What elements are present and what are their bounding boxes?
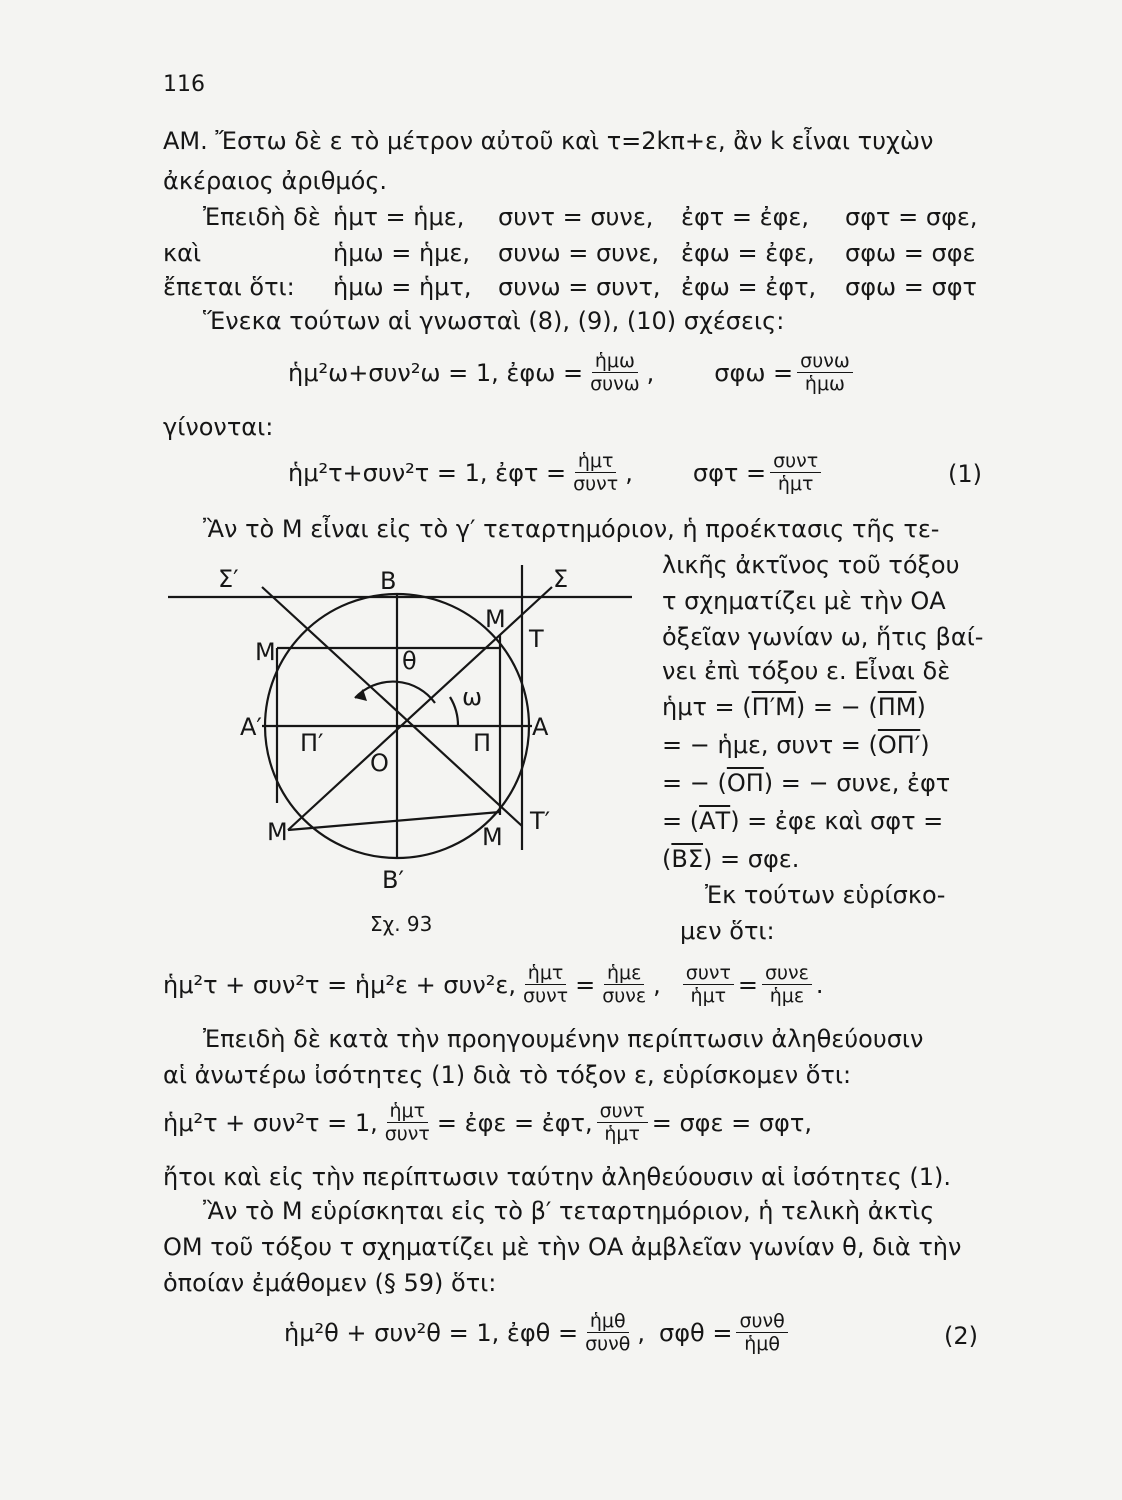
eq5-frac1-den: συνθ	[585, 1333, 631, 1355]
eq3-frac1-num: ἡμτ	[525, 962, 567, 985]
eq4-frac1-den: συντ	[384, 1123, 430, 1145]
label-t-prime: Τ′	[530, 807, 551, 835]
eq3-frac3-num: συντ	[683, 962, 734, 985]
eq5-rhs: σφθ =	[659, 1318, 733, 1347]
para2-col1: λικῆς ἀκτῖνος τοῦ τόξου	[662, 551, 960, 579]
eq3-frac1	[520, 962, 571, 1007]
para2-col4: νει ἐπὶ τόξου ε. Εἶναι δὲ	[662, 657, 951, 685]
equation-4	[163, 1100, 812, 1145]
para4-line1: ἤτοι καὶ εἰς τὴν περίπτωσιν ταύτην ἀληθεύουσιν αἱ ἰσότητες (1).	[163, 1163, 952, 1191]
eq2-frac1-den: συντ	[573, 473, 619, 495]
para4-line2: Ἂν τὸ Μ εὑρίσκηται εἰς τὸ β′ τεταρτημόριον, ἡ τελικὴ ἀκτὶς	[203, 1197, 935, 1225]
para1-line2: ἀκέραιος ἀριθμός.	[163, 167, 388, 195]
label-pi: Π	[473, 729, 492, 757]
label-beta-prime: Β′	[382, 866, 404, 894]
label-omega: ω	[462, 683, 483, 711]
eq5-tag: (2)	[944, 1322, 978, 1350]
eq1-frac2-num: συνω	[797, 350, 853, 373]
table-r1-c0: Ἐπειδὴ δὲ	[203, 203, 321, 231]
table-r2-c0: καὶ	[163, 239, 202, 267]
para2-col8: = $(\overline{AT})$ = ἐφε καὶ σφτ =	[662, 807, 944, 835]
eq1-rhs: σφω =	[714, 358, 794, 387]
eq3-frac2	[599, 962, 649, 1007]
para2-col9: $(\overline{B\Sigma}) = \sigma\varphi\varepsilon$.	[662, 845, 800, 873]
table-r1-c4: σφτ = σφε,	[845, 203, 978, 231]
para2-col11: μεν ὅτι:	[680, 917, 775, 945]
eq4-frac2	[597, 1100, 648, 1145]
eq3-dot: .	[815, 970, 824, 999]
page-number: 116	[163, 72, 205, 97]
eq1-frac1	[587, 350, 643, 395]
chord-bottom	[288, 812, 500, 830]
eq1-comma: ,	[646, 358, 655, 387]
eq2-frac2	[770, 450, 821, 495]
para2-col5: ἡμτ = (Π′Μ) = − $(\overline{\Pi M})$	[662, 693, 926, 721]
table-r3-c3: ἐφω = ἐφτ,	[681, 273, 817, 301]
eq1-frac1-den: συνω	[590, 373, 640, 395]
label-alpha-prime: Α′	[240, 713, 262, 741]
eq4-frac2-den: ἡμτ	[604, 1123, 640, 1145]
label-alpha: Α	[532, 713, 549, 741]
eq3-comma: ,	[653, 970, 661, 999]
eq5-frac2	[736, 1310, 787, 1355]
eq5-frac2-num: συνθ	[736, 1310, 787, 1333]
eq5-frac1	[582, 1310, 633, 1355]
eq3-frac3-den: ἡμτ	[690, 985, 727, 1007]
para2-col6: = − ἡμε, συντ = (ΟΠ′)	[662, 731, 930, 759]
eq3-lhs: ἡμ²τ + συν²τ = ἡμ²ε + συν²ε,	[163, 970, 517, 999]
para2-col10: Ἐκ τούτων εὑρίσκο-	[705, 881, 946, 909]
label-sigma: Σ	[553, 565, 569, 593]
label-o: Ο	[370, 749, 389, 777]
table-r2-c1: ἡμω = ἡμε,	[333, 239, 471, 267]
diameter-b	[288, 587, 552, 830]
table-r1-c3: ἐφτ = ἐφε,	[681, 203, 810, 231]
eq5-lhs: ἡμ²θ + συν²θ = 1, ἐφθ =	[284, 1318, 579, 1347]
label-m-bottom-left: Μ	[267, 818, 288, 846]
para1-line1: ΑΜ. Ἔστω δὲ ε τὸ μέτρον αὐτοῦ καὶ τ=2kπ+ε, ἂν k εἶναι τυχὼν	[163, 127, 934, 155]
eq3-frac2-num: ἡμε	[604, 962, 644, 985]
figure-caption: Σχ. 93	[370, 912, 433, 936]
table-r2-c2: συνω = συνε,	[498, 239, 660, 267]
eq4-lhs: ἡμ²τ + συν²τ = 1,	[163, 1108, 378, 1137]
eq1-frac1-num: ἡμω	[592, 350, 638, 373]
eq2-rhs: σφτ =	[692, 458, 767, 487]
label-t: Τ	[529, 625, 544, 653]
table-r1-c2: συντ = συνε,	[498, 203, 654, 231]
eq1-lhs: ἡμ²ω+συν²ω = 1, ἐφω =	[288, 358, 584, 387]
eq3-frac2-den: συνε	[602, 985, 647, 1007]
eq5-frac1-num: ἡμθ	[587, 1310, 629, 1333]
label-m-left: Μ	[255, 638, 276, 666]
eq2-tag: (1)	[948, 460, 982, 488]
table-r3-c2: συνω = συντ,	[498, 273, 661, 301]
para3-line2: αἱ ἀνωτέρω ἰσότητες (1) διὰ τὸ τόξον ε, εὑρίσκομεν ὅτι:	[163, 1061, 852, 1089]
table-r2-c4: σφω = σφε	[845, 239, 976, 267]
eq2-frac2-den: ἡμτ	[777, 473, 814, 495]
label-beta: Β	[380, 567, 397, 595]
eq5-comma: ,	[637, 1318, 646, 1347]
eq4-frac1	[382, 1100, 433, 1145]
eq1-frac2	[797, 350, 853, 395]
table-r3-c4: σφω = σφτ	[845, 273, 977, 301]
eq3-frac3	[683, 962, 734, 1007]
eq1-frac2-den: ἡμω	[804, 373, 845, 395]
equation-3	[163, 962, 824, 1007]
eq3-frac4-num: συνε	[762, 962, 812, 985]
eq4-frac2-num: συντ	[597, 1100, 648, 1123]
para4-line4: ὁποίαν ἐμάθομεν (§ 59) ὅτι:	[163, 1269, 497, 1297]
angle-omega-arc	[450, 697, 458, 726]
eq4-frac1-num: ἡμτ	[387, 1100, 429, 1123]
label-theta: θ	[402, 647, 417, 675]
eq4-mid: = ἐφε = ἐφτ,	[436, 1108, 593, 1137]
eq3-frac1-den: συντ	[523, 985, 569, 1007]
diameter-a	[262, 587, 522, 826]
eq3-frac4	[762, 962, 812, 1007]
para2-col3: ὀξεῖαν γωνίαν ω, ἥτις βαί-	[662, 623, 984, 651]
label-m-top: Μ	[485, 605, 506, 633]
eq2-frac1	[570, 450, 621, 495]
para4-line3: ΟΜ τοῦ τόξου τ σχηματίζει μὲ τὴν ΟΑ ἀμβλεῖαν γωνίαν θ, διὰ τὴν	[163, 1233, 962, 1261]
para2-line1: Ἂν τὸ Μ εἶναι εἰς τὸ γ′ τεταρτημόριον, ἡ προέκτασις τῆς τε-	[203, 515, 940, 543]
eq3-frac4-den: ἡμε	[769, 985, 805, 1007]
equation-5	[284, 1310, 792, 1355]
label-pi-prime: Π′	[300, 729, 324, 757]
table-r1-c1: ἡμτ = ἡμε,	[333, 203, 465, 231]
table-r3-c1: ἡμω = ἡμτ,	[333, 273, 472, 301]
eq2-comma: ,	[625, 458, 633, 487]
para2-col7: = − $(\overline{O\Pi})$ = − συνε, ἐφτ	[662, 769, 951, 797]
eq3-eq1: =	[575, 970, 596, 999]
eq2-lhs: ἡμ²τ+συν²τ = 1, ἐφτ =	[288, 458, 567, 487]
table-r3-c0: ἔπεται ὅτι:	[163, 273, 295, 301]
table-r2-c3: ἐφω = ἐφε,	[681, 239, 815, 267]
para2-col2: τ σχηματίζει μὲ τὴν ΟΑ	[662, 587, 946, 615]
enek-line: Ἕνεκα τούτων αἱ γνωσταὶ (8), (9), (10) σχέσεις:	[203, 307, 785, 335]
eq2-frac1-num: ἡμτ	[575, 450, 617, 473]
figure-93	[160, 555, 650, 905]
eq4-rhs: = σφε = σφτ,	[651, 1108, 812, 1137]
eq2-frac2-num: συντ	[770, 450, 821, 473]
equation-2	[288, 450, 825, 495]
eq3-eq2: =	[737, 970, 758, 999]
label-sigma-prime: Σ′	[218, 565, 239, 593]
eq5-frac2-den: ἡμθ	[744, 1333, 780, 1355]
para3-line1: Ἐπειδὴ δὲ κατὰ τὴν προηγουμένην περίπτωσιν ἀληθεύουσιν	[203, 1025, 924, 1053]
label-m-bottom-right: Μ	[482, 823, 503, 851]
equation-1	[288, 350, 857, 395]
ginontai-line: γίνονται:	[163, 413, 274, 441]
